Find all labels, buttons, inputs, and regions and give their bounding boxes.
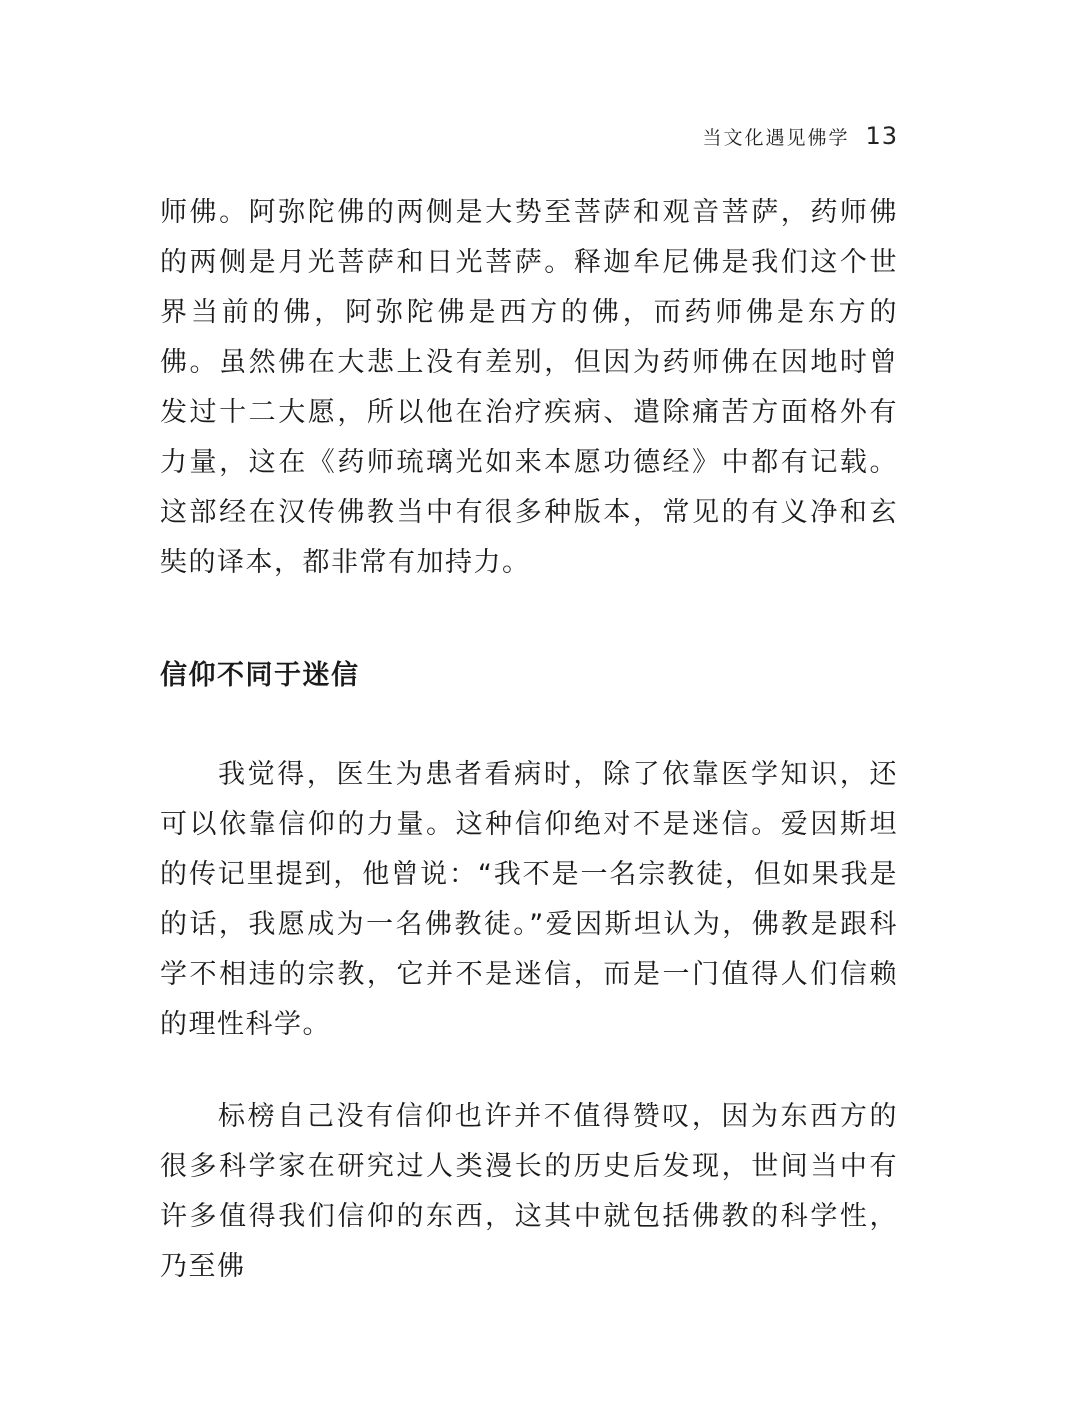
page-number: 13 [865, 122, 898, 150]
page-body [160, 188, 898, 1292]
body-paragraph-1: 师佛。阿弥陀佛的两侧是大势至菩萨和观音菩萨，药师佛的两侧是月光菩萨和日光菩萨。释迦牟尼佛是我们这个世界当前的佛，阿弥陀佛是西方的佛，而药师佛是东方的佛。虽然佛在大悲上没有差别，但因为药师佛在因地时曾发过十二大愿，所以他在治疗疾病、遣除痛苦方面格外有力量，这在《药师琉璃光如来本愿功德经》中都有记载。这部经在汉传佛教当中有很多种版本，常见的有义净和玄奘的译本，都非常有加持力。 [160, 197, 898, 578]
running-header [702, 122, 898, 150]
section-heading: 信仰不同于迷信 [160, 660, 360, 691]
running-title: 当文化遇见佛学 [702, 127, 850, 149]
body-paragraph-3: 标榜自己没有信仰也许并不值得赞叹，因为东西方的很多科学家在研究过人类漫长的历史后发现，世间当中有许多值得我们信仰的东西，这其中就包括佛教的科学性，乃至佛 [160, 1101, 898, 1282]
body-paragraph-2: 我觉得，医生为患者看病时，除了依靠医学知识，还可以依靠信仰的力量。这种信仰绝对不是迷信。爱因斯坦的传记里提到，他曾说：“我不是一名宗教徒，但如果我是的话，我愿成为一名佛教徒。”爱因斯坦认为，佛教是跟科学不相违的宗教，它并不是迷信，而是一门值得人们信赖的理性科学。 [160, 759, 898, 1040]
